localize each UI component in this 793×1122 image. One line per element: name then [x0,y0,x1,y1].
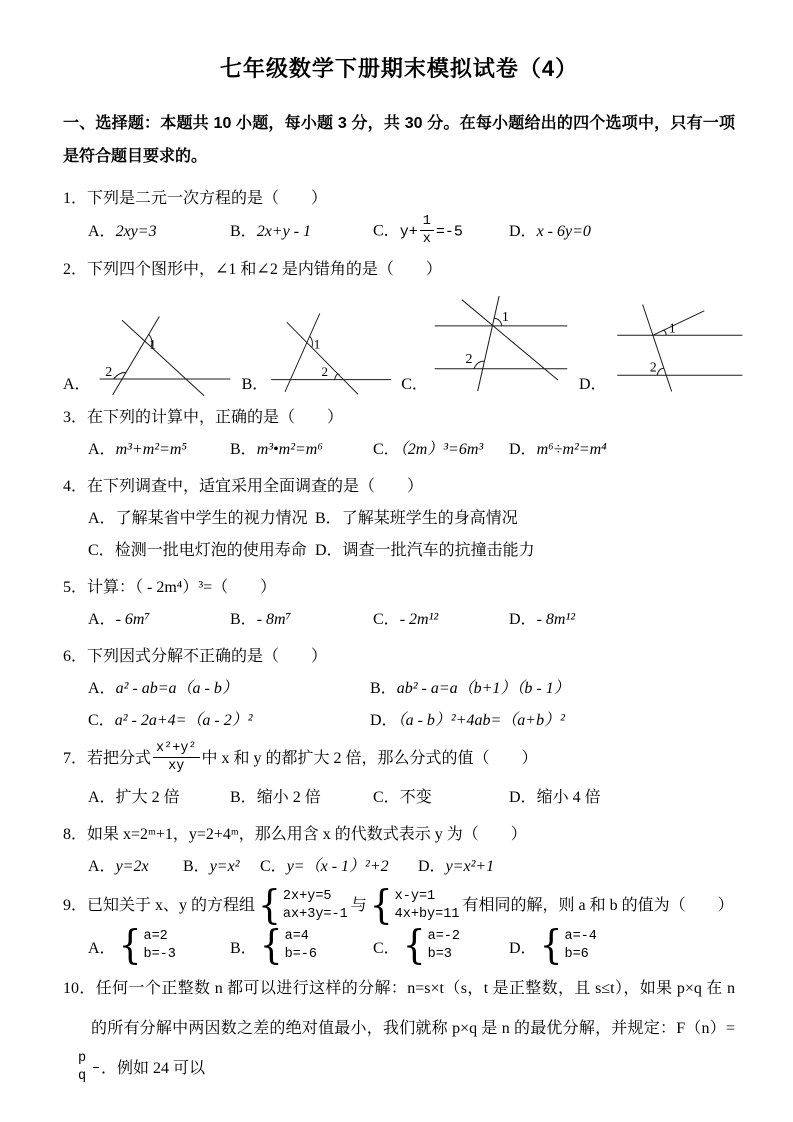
q8-option-a-label: A． [88,858,116,875]
q7-option-a-label: A． [88,789,116,806]
q4-option-b-text: 了解某班学生的身高情况 [341,510,518,527]
question-9 [63,882,735,969]
q3-stem: 3．在下列的计算中，正确的是（ ） [63,409,344,426]
fraction-numerator: p [93,1050,99,1068]
q3-option-a-text: m³+m²=m⁵ [115,441,187,458]
angle-1-label: 1 [148,338,156,354]
steep-transversal [478,296,499,391]
q6-options-row-1 [63,673,735,705]
q9-stem-prefix: 9．已知关于 x、y 的方程组 [63,897,256,914]
q9-option-d-label: D． [509,939,537,957]
question-7 [63,742,735,814]
question-8 [63,819,735,883]
q9-option-a [88,922,230,969]
q7-stem-prefix: 7．若把分式 [63,750,152,767]
q4-option-c-text: 检测一批电灯泡的使用寿命 [114,542,307,559]
q8-option-c-label: C． [260,858,287,875]
q2-figure-b-group [242,310,394,397]
q7-option-c-label: C． [373,789,400,806]
q3-option-d [509,434,607,466]
fraction-numerator: 1 [420,213,434,231]
q1-option-b-label: B． [230,222,257,240]
q10-fraction [77,1050,99,1085]
q5-option-d-text: - 8m¹² [536,611,576,628]
angle-2-label: 2 [321,364,329,380]
q7-option-b-text: 缩小 2 倍 [256,789,321,806]
q8-option-d-label: D． [418,858,446,875]
q7-option-a-text: 扩大 2 倍 [115,789,180,806]
q3-option-b-text: m³•m²=m⁶ [256,441,323,458]
question-10 [63,969,735,1089]
q9-stem-suffix: 有相同的解，则 a 和 b 的值为（ ） [462,897,734,914]
left-brace: { [118,922,142,969]
exam-title: 七年级数学下册期末模拟试卷（4） [219,56,579,81]
angle-2-arc [657,368,664,375]
equation-line: b=-3 [143,947,176,962]
q5-options [63,604,735,636]
q8-option-b-text: y=x² [209,858,240,875]
q6-option-a-label: A． [88,680,116,697]
q9-option-c-label: C． [373,939,400,957]
transversal [642,304,671,391]
q4-stem: 4．在下列调查中，适宜采用全面调查的是（ ） [63,478,424,495]
q9-system-2-equations [395,888,460,924]
q1-option-b [230,216,373,248]
angle-1-label: 1 [668,320,676,336]
figure-b-angles-diagram [271,310,393,397]
descending-line [287,322,358,394]
q8-option-d-text: y=x²+1 [445,858,495,875]
q1-option-c-suffix: =-5 [435,223,463,241]
q4-option-b-label: B． [315,510,342,527]
q2-figures [63,292,735,397]
left-brace: { [539,922,563,969]
q2-stem: 2．下列四个图形中，∠1 和∠2 是内错角的是（ ） [63,261,442,278]
equation-line: b=6 [564,947,589,962]
q9-system-2 [369,882,460,929]
figure-d-angles-diagram [610,299,746,397]
q1-option-b-text: 2x+y - 1 [256,222,312,240]
q9-option-b-system [259,922,317,969]
q3-option-b [230,434,373,466]
q7-options [63,782,735,814]
q1-stem: 1．下列是二元一次方程的是（ ） [63,190,328,207]
q5-option-d-label: D． [509,611,537,628]
q4-option-d [315,535,535,567]
question-6 [63,641,735,737]
q9-option-c [373,922,509,969]
q8-option-c-text: y=（x - 1）²+2 [286,858,389,875]
q7-stem-suffix: 中 x 和 y 的都扩大 2 倍，那么分式的值（ ） [201,750,538,767]
equation-line: ax+3y=-1 [282,907,348,922]
q9-option-d [509,922,600,969]
q2-figure-c-group [401,292,571,397]
q7-option-d-label: D． [509,789,537,806]
q3-option-c-text: （2m）³=6m³ [399,441,484,458]
q6-options-row-2 [63,705,735,737]
equation-line: a=4 [284,929,309,944]
q9-system-1 [258,882,348,929]
angle-1-label: 1 [313,336,321,352]
q2-figure-a-label: A． [63,376,91,393]
equation-line: 2x+y=5 [282,889,332,904]
q8-option-b-label: B． [183,858,210,875]
question-4 [63,471,735,567]
section-1-header: 一、选择题：本题共 10 小题，每小题 3 分，共 30 分。在每小题给出的四个选项中，只有一项是符合题目要求的。 [63,115,735,165]
q4-option-a [88,503,315,535]
figure-a-angles-diagram [94,305,234,397]
q3-option-c [373,434,509,466]
fraction-denominator: x [422,232,431,247]
q5-option-a [88,604,230,636]
q1-option-c-prefix: y+ [399,223,418,241]
q6-option-d [370,705,565,737]
q1-option-c-fraction [420,213,434,247]
q2-figure-d-group [579,299,746,397]
q7-option-c [373,782,509,814]
q6-option-b-text: ab² - a=a（b+1）（b - 1） [396,680,570,697]
ray [652,311,703,335]
q4-option-d-label: D． [315,542,343,559]
q9-option-b [230,922,373,969]
q3-option-a-label: A． [88,441,116,458]
left-brace: { [402,922,426,969]
q7-stem [63,742,735,776]
angle-2-label: 2 [104,365,112,381]
angle-2-label: 2 [649,359,657,375]
q9-option-a-label: A． [88,939,116,957]
q6-option-b-label: B． [370,680,397,697]
q7-option-a [88,782,230,814]
q7-option-c-text: 不变 [399,789,432,806]
q4-option-a-text: 了解某省中学生的视力情况 [115,510,308,527]
q8-option-a-text: y=2x [115,858,149,875]
q1-option-d-text: x - 6y=0 [536,222,591,240]
q3-options [63,434,735,466]
q4-option-c [88,535,315,567]
q6-option-c-label: C． [88,712,115,729]
q2-figure-a-group [63,305,234,397]
q1-option-c [373,215,509,249]
q9-stem-middle: 与 [350,897,367,914]
equation-line: 4x+by=11 [394,907,460,922]
q6-option-d-label: D． [370,712,398,729]
q9-option-b-equations [285,928,317,964]
q9-option-a-equations [143,928,175,964]
q1-options [63,215,735,249]
q9-option-d-equations [564,928,596,964]
left-brace: { [259,922,283,969]
q5-option-c [373,604,509,636]
q10-text-start: 10．任何一个正整数 n 都可以进行这样的分解：n=s×t（s，t 是正整数，且 s≤t），如果 p×q 在 n 的所有分解中两因数之差的绝对值最小，我们就称 p×q 是 n 的最优分解，并规定：F（n）= [63,980,735,1037]
q8-option-a [88,851,183,883]
equation-line: a=-2 [427,929,460,944]
q9-option-d-system [539,922,597,969]
q4-option-d-text: 调查一批汽车的抗撞击能力 [342,542,535,559]
q7-option-b-label: B． [230,789,257,806]
angle-1-label: 1 [501,310,509,326]
q7-option-d [509,782,601,814]
q5-stem: 5．计算：（ - 2m⁴）³=（ ） [63,579,277,596]
q10-text-end: ．例如 24 可以 [101,1060,206,1077]
q1-option-d [509,216,591,248]
q9-stem [63,882,735,929]
q5-option-a-text: - 6m⁷ [115,611,151,628]
equation-line: x-y=1 [394,889,436,904]
q4-options-row-1 [63,503,735,535]
q1-option-a-text: 2xy=3 [115,222,157,240]
q8-option-d [418,851,494,883]
q1-option-c-label: C． [373,222,400,240]
left-brace: { [369,882,393,929]
q4-option-a-label: A． [88,510,116,527]
q5-option-b [230,604,373,636]
fraction-denominator: xy [168,759,185,774]
question-1 [63,183,735,249]
q9-option-b-label: B． [230,939,257,957]
q2-figure-b-label: B． [241,376,269,393]
equation-line: b=3 [427,947,452,962]
q6-option-c-text: a² - 2a+4=（a - 2）² [114,712,253,729]
q5-option-c-text: - 2m¹² [399,611,439,628]
q4-option-b [315,503,518,535]
q5-option-b-label: B． [230,611,257,628]
q5-option-b-text: - 8m⁷ [256,611,292,628]
ascending-line [112,316,159,394]
q6-option-c [88,705,370,737]
q6-option-a-text: a² - ab=a（a - b） [115,680,238,697]
q7-option-d-text: 缩小 4 倍 [536,789,601,806]
long-transversal [462,300,558,380]
q3-option-d-label: D． [509,441,537,458]
q9-option-a-system [118,922,176,969]
q4-options-row-2 [63,535,735,567]
angle-2-label: 2 [465,352,473,368]
q6-stem: 6．下列因式分解不正确的是（ ） [63,648,328,665]
fraction-denominator: q [77,1069,87,1085]
q3-option-a [88,434,230,466]
question-2 [63,254,735,397]
angle-1-arc [494,318,502,325]
q3-option-b-label: B． [230,441,257,458]
fraction-numerator: x²+y² [153,740,200,758]
q4-option-c-label: C． [88,542,115,559]
q6-option-d-text: （a - b）²+4ab=（a+b）² [397,712,565,729]
q1-option-d-label: D． [509,222,537,240]
q8-option-b [183,851,260,883]
q9-system-1-equations [283,888,348,924]
q2-figure-c-label: C． [401,376,428,393]
question-3 [63,402,735,466]
q7-fraction [153,740,200,774]
equation-line: a=2 [143,929,168,944]
q5-option-c-label: C． [373,611,400,628]
q3-option-c-label: C． [373,441,400,458]
left-brace: { [258,882,281,929]
q7-option-b [230,782,373,814]
figure-c-angles-diagram [431,292,571,397]
q2-figure-d-label: D． [578,376,607,393]
q6-option-b [370,673,570,705]
exam-sheet [63,52,735,1089]
q8-stem: 8．如果 x=2ᵐ+1，y=2+4ᵐ，那么用含 x 的代数式表示 y 为（ ） [63,826,527,843]
q9-options [63,922,735,969]
q5-option-d [509,604,575,636]
equation-line: b=-6 [284,947,317,962]
q8-options [63,851,735,883]
q3-option-d-text: m⁶÷m²=m⁴ [536,441,607,458]
q6-option-a [88,673,370,705]
angle-1-arc [662,331,666,336]
q9-option-c-equations [428,928,460,964]
q5-option-a-label: A． [88,611,116,628]
q9-option-c-system [402,922,460,969]
q1-option-a [88,216,230,248]
equation-line: a=-4 [564,929,597,944]
q1-option-a-label: A． [88,222,116,240]
question-5 [63,572,735,636]
q8-option-c [260,851,418,883]
